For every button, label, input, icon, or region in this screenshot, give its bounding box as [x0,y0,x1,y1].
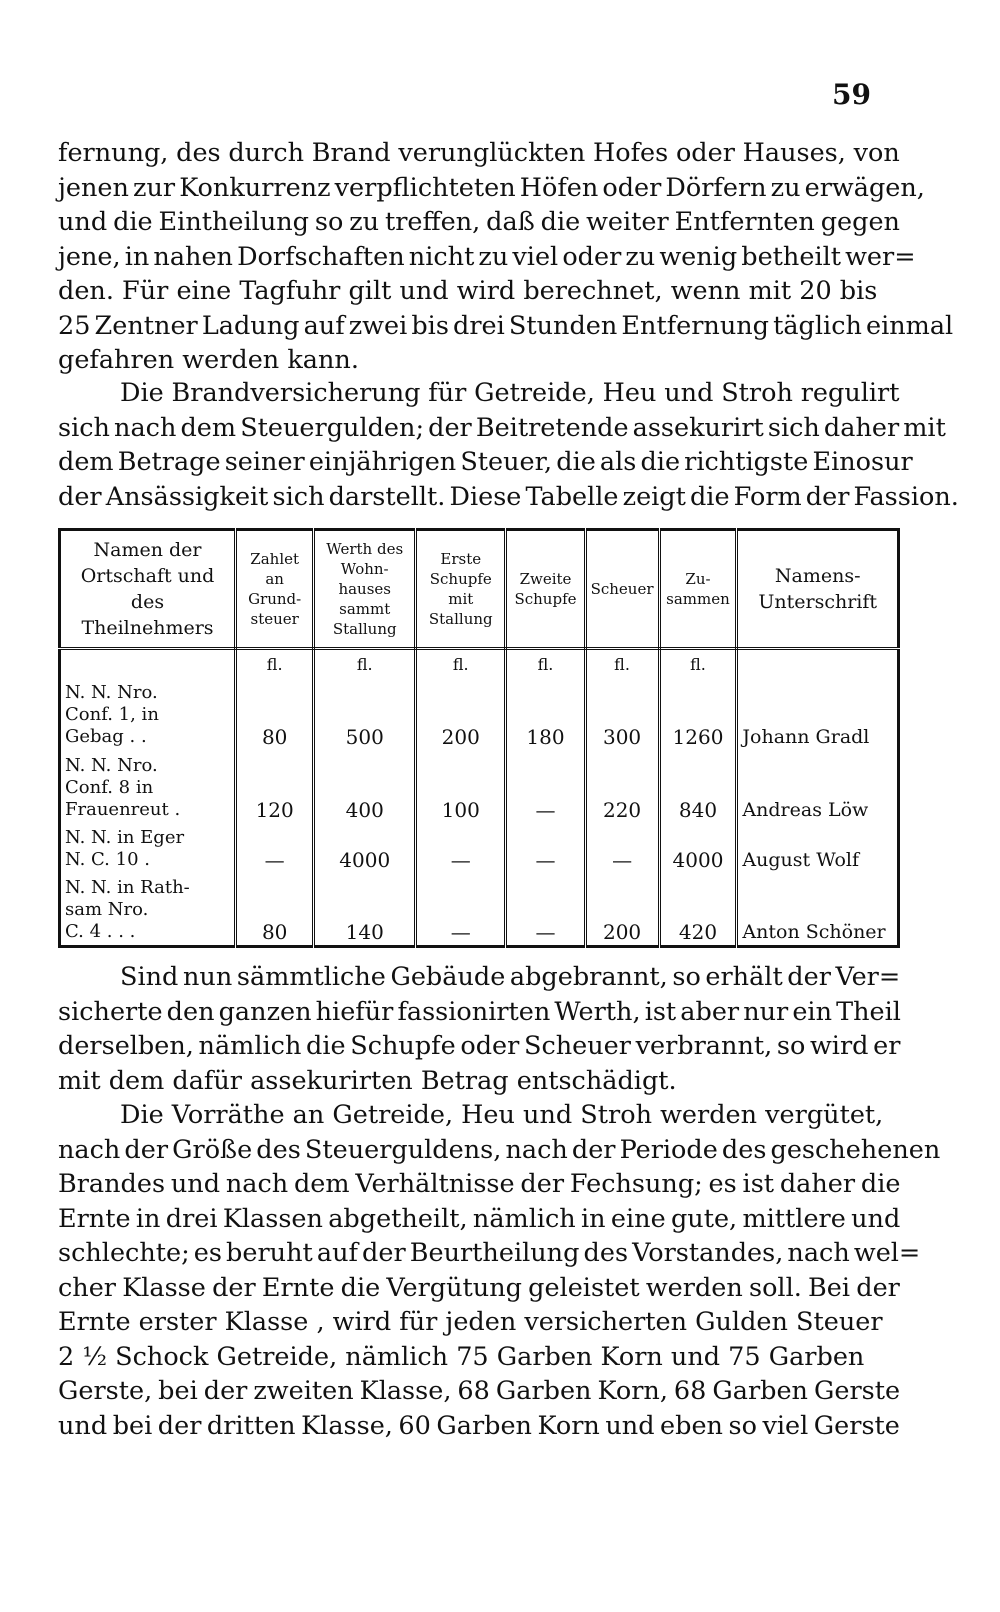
cell-signature: August Wolf [737,823,899,873]
cell-signature: Johann Gradl [737,678,899,750]
cell-wohnhaus: 140 [314,873,416,947]
text-line: derselben, nämlich die Schupfe oder Scheuer verbrannt, so wird er [58,1031,901,1061]
text-line: Die Brandversicherung für Getreide, Heu und Stroh regulirt [120,378,900,408]
text-line: der Ansässigkeit sich darstellt. Diese Tabelle zeigt die Form der Fassion. [58,481,959,512]
text-line: Brandes und nach dem Verhältnisse der Fechsung; es ist daher die [58,1169,901,1199]
cell-zweite-schupfe: — [506,823,585,873]
row-name-line: N. C. 10 . [65,848,150,870]
text-line: schlechte; es beruht auf der Beurtheilung des Vorstandes, nach wel= [58,1238,921,1268]
paragraph-2 [58,376,959,514]
text-line: dem Betrage seiner einjährigen Steuer, die als die richtigste Einosur [58,447,913,477]
text-line: und die Eintheilung so zu treffen, daß die weiter Entfernten gegen [58,207,900,237]
text-line: sicherte den ganzen hiefür fassionirten Werth, ist aber nur ein Theil [58,996,901,1027]
text-line: Die Vorräthe an Getreide, Heu und Stroh werden vergütet, [120,1100,884,1130]
table-row [60,873,899,947]
header-grundsteuer: Zahlet an Grund- steuer [236,530,314,649]
cell-scheuer: — [585,823,659,873]
units-empty [737,649,899,679]
page-number: 59 [832,78,871,111]
header-zweite-schupfe: Zweite Schupfe [506,530,585,649]
fassion-table [58,528,900,948]
unit-label: fl. [416,649,506,679]
paragraph-1 [58,136,954,378]
table-row [60,678,899,750]
row-name-line: N. N. Nro. [65,754,158,776]
text-line: Sind nun sämmtliche Gebäude abgebrannt, so erhält der Ver= [120,962,901,992]
text-line: Ernte in drei Klassen abgetheilt, nämlich in eine gute, mittlere und [58,1203,901,1234]
table-units-row [60,649,899,679]
cell-erste-schupfe: — [416,823,506,873]
row-name-line: Frauenreut . [65,798,181,820]
cell-wohnhaus: 500 [314,678,416,750]
unit-label: fl. [506,649,585,679]
header-scheuer: Scheuer [585,530,659,649]
row-name [60,678,236,750]
cell-signature: Anton Schöner [737,873,899,947]
table-header-row [60,530,899,649]
text-line: Gerste, bei der zweiten Klasse, 68 Garben Korn, 68 Garben Gerste [58,1376,901,1406]
table-row [60,750,899,822]
row-name [60,823,236,873]
row-name-line: Conf. 8 in [65,776,154,798]
row-name-line: Conf. 1, in [65,704,159,726]
unit-label: fl. [659,649,737,679]
units-empty [60,649,236,679]
text-line: gefahren werden kann. [58,345,359,375]
row-name-line: Gebag . . [65,726,147,748]
cell-grundsteuer: — [236,823,314,873]
unit-label: fl. [236,649,314,679]
header-name: Namen der Ortschaft und des Theilnehmers [60,530,236,649]
text-line: Ernte erster Klasse , wird für jeden versicherten Gulden Steuer [58,1307,883,1337]
cell-wohnhaus: 4000 [314,823,416,873]
fassion-table-grid [58,528,900,948]
text-line: fernung, des durch Brand verunglückten Hofes oder Hauses, von [58,138,900,168]
text-line: und bei der dritten Klasse, 60 Garben Korn und eben so viel Gerste [58,1410,900,1441]
row-name-line: N. N. Nro. [65,682,158,704]
text-line: mit dem dafür assekurirten Betrag entschädigt. [58,1065,677,1096]
row-name [60,873,236,947]
header-erste-schupfe: Erste Schupfe mit Stallung [416,530,506,649]
cell-erste-schupfe: — [416,873,506,947]
cell-scheuer: 300 [585,678,659,750]
text-line: cher Klasse der Ernte die Vergütung geleistet werden soll. Bei der [58,1272,900,1303]
unit-label: fl. [314,649,416,679]
cell-zweite-schupfe: — [506,750,585,822]
cell-grundsteuer: 80 [236,873,314,947]
paragraph-3 [58,960,900,1098]
row-name-line: sam Nro. [65,899,149,920]
cell-wohnhaus: 400 [314,750,416,822]
cell-zusammen: 840 [659,750,737,822]
row-name-line: C. 4 . . . [65,921,136,942]
row-name-line: N. N. in Eger [65,826,185,848]
cell-zusammen: 1260 [659,678,737,750]
text-line: jene, in nahen Dorfschaften nicht zu viel oder zu wenig betheilt wer= [58,241,916,272]
cell-zweite-schupfe: — [506,873,585,947]
text-line: jenen zur Konkurrenz verpflichteten Höfen oder Dörfern zu erwägen, [58,172,925,203]
unit-label: fl. [585,649,659,679]
text-line: 25 Zentner Ladung auf zwei bis drei Stunden Entfernung täglich einmal [58,310,954,341]
text-line: 2 ½ Schock Getreide, nämlich 75 Garben Korn und 75 Garben [58,1341,865,1372]
text-line: nach der Größe des Steuerguldens, nach der Periode des geschehenen [58,1134,941,1165]
cell-signature: Andreas Löw [737,750,899,822]
paragraph-4 [58,1098,941,1443]
header-wohnhaus: Werth des Wohn- hauses sammt Stallung [314,530,416,649]
cell-scheuer: 220 [585,750,659,822]
cell-grundsteuer: 120 [236,750,314,822]
cell-zweite-schupfe: 180 [506,678,585,750]
header-zusammen: Zu- sammen [659,530,737,649]
row-name [60,750,236,822]
cell-grundsteuer: 80 [236,678,314,750]
row-name-line: N. N. in Rath- [65,877,190,898]
cell-erste-schupfe: 200 [416,678,506,750]
cell-scheuer: 200 [585,873,659,947]
table-row [60,823,899,873]
cell-zusammen: 420 [659,873,737,947]
header-unterschrift: Namens- Unterschrift [737,530,899,649]
cell-zusammen: 4000 [659,823,737,873]
cell-erste-schupfe: 100 [416,750,506,822]
text-line: sich nach dem Steuergulden; der Beitretende assekurirt sich daher mit [58,412,946,443]
text-line: den. Für eine Tagfuhr gilt und wird berechnet, wenn mit 20 bis [58,276,878,306]
